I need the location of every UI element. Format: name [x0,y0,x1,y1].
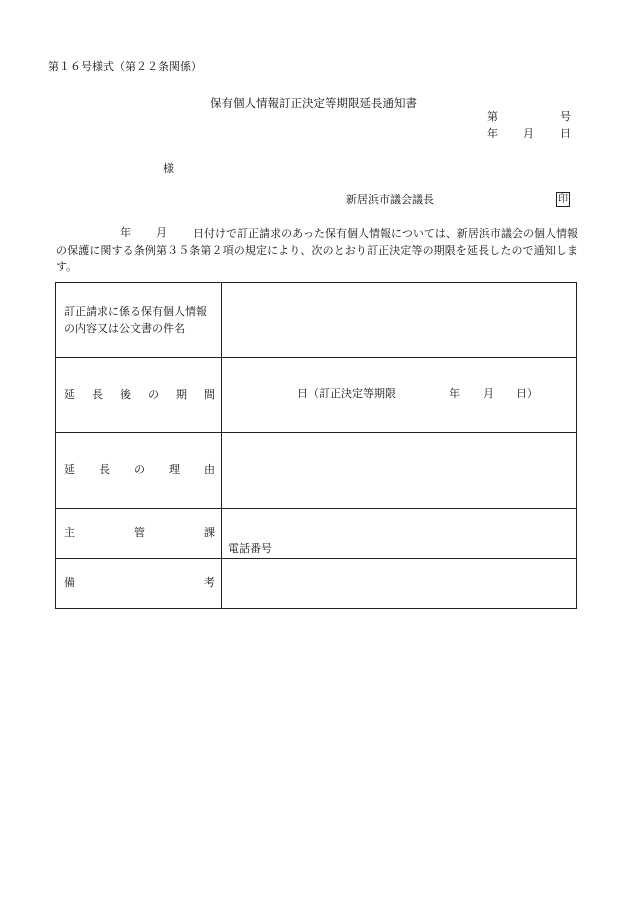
body-text: 日付けで訂正請求のあった保有個人情報については、新居浜市議会の個人情報の保護に関する条例第３５条第２項の規定により、次のとおり訂正決定等の期限を延長したので通知します。 [56,227,578,273]
row-value-responsible-section[interactable] [222,509,577,559]
row-value-remarks[interactable] [222,559,577,609]
table-row [56,433,577,509]
date-month: 月 [523,127,534,140]
number-prefix: 第 [487,110,498,123]
row-label-responsible-section: 主 管 課 [56,509,222,559]
table-row [56,358,577,433]
period-day-text: 日（訂正決定等期限 [297,387,396,400]
period-day-close: 日） [516,387,538,400]
body-year: 年 [120,226,131,239]
row-value-extension-reason[interactable] [222,433,577,509]
seal-icon: 印 [558,194,568,205]
period-year: 年 [449,387,460,400]
addressee-honorific: 様 [163,162,174,175]
row-value-request-subject[interactable] [222,283,577,358]
period-month: 月 [483,387,494,400]
row-label-request-subject: 訂正請求に係る保有個人情報の内容又は公文書の件名 [56,283,222,358]
seal-mark [556,192,570,207]
date-year: 年 [487,127,498,140]
number-suffix: 号 [560,110,571,123]
body-month: 月 [156,226,167,239]
table-row [56,283,577,358]
sender-name: 新居浜市議会議長 [346,193,434,206]
row-label-extension-reason: 延 長 の 理 由 [56,433,222,509]
date-day: 日 [560,127,571,140]
phone-number-label: 電話番号 [228,541,272,555]
table-row [56,509,577,559]
notice-table [55,282,577,609]
row-value-extension-period[interactable] [222,358,577,433]
document-title: 保有個人情報訂正決定等期限延長通知書 [210,96,417,110]
table-row [56,559,577,609]
row-label-extension-period: 延 長 後 の 期 間 [56,358,222,433]
form-number: 第１６号様式（第２２条関係） [48,60,202,73]
row-label-remarks: 備 考 [56,559,222,609]
